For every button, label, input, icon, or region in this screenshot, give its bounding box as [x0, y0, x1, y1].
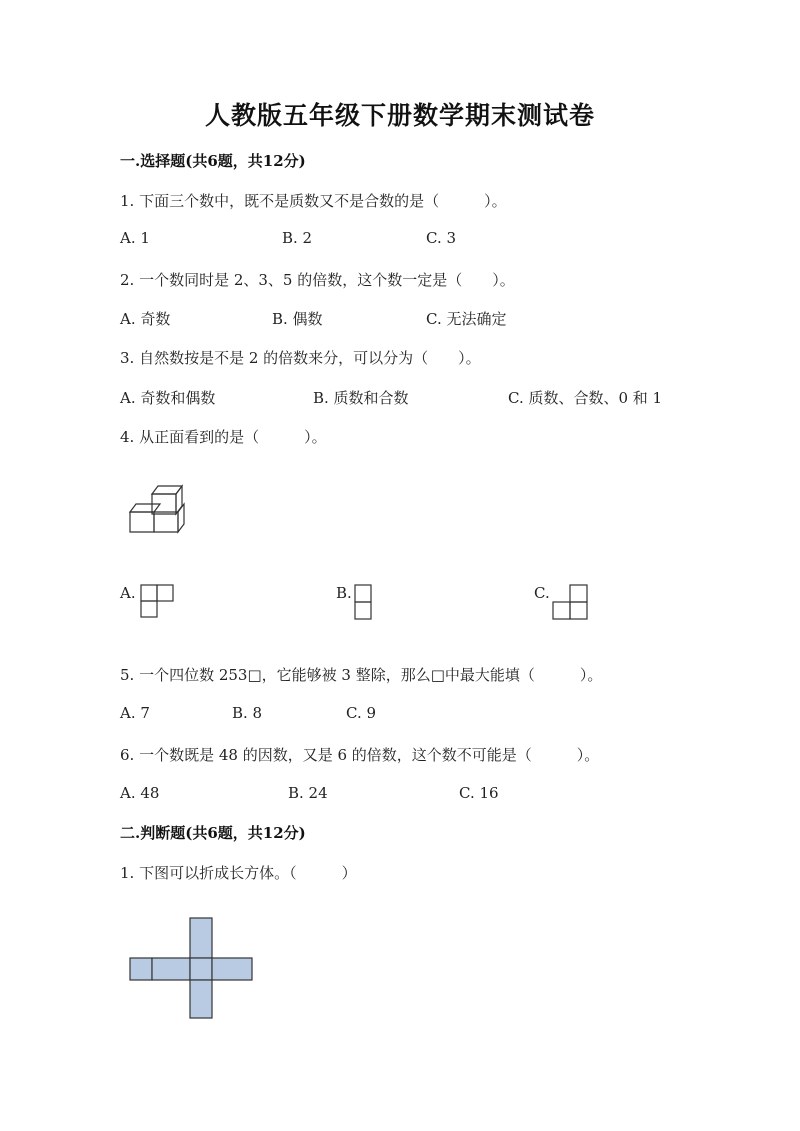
- option-2b: B. 偶数: [272, 310, 323, 328]
- question-2-1: 1. 下图可以折成长方体。（ ）: [120, 864, 357, 882]
- net-face-left-end: [130, 958, 152, 980]
- page-title: 人教版五年级下册数学期末测试卷: [204, 101, 595, 130]
- net-face-right: [212, 958, 252, 980]
- net-face-top: [190, 918, 212, 958]
- option-3b: B. 质数和合数: [313, 389, 409, 407]
- option-1a: A. 1: [120, 229, 150, 247]
- option-4a-figure: [140, 584, 176, 620]
- cuboid-net-figure: [128, 916, 256, 1022]
- option-4c-figure: [552, 584, 590, 622]
- option-5c: C. 9: [346, 704, 377, 722]
- net-face-left: [152, 958, 190, 980]
- option-5a: A. 7: [120, 704, 150, 722]
- section-heading-choice: 一.选择题(共6题，共12分): [120, 152, 306, 170]
- option-1c: C. 3: [426, 229, 457, 247]
- option-2a: A. 奇数: [120, 310, 171, 328]
- option-3c: C. 质数、合数、0 和 1: [508, 389, 663, 407]
- question-5: 5. 一个四位数 253□，它能够被 3 整除，那么□中最大能填（ ）。: [120, 666, 603, 684]
- option-6a: A. 48: [120, 784, 160, 802]
- cube-bottom-right: [154, 504, 184, 532]
- cube-stack-figure: [128, 482, 188, 534]
- option-2c: C. 无法确定: [426, 310, 507, 328]
- option-6b: B. 24: [288, 784, 328, 802]
- option-4b: B.: [336, 584, 352, 602]
- option-4a: A.: [120, 584, 136, 602]
- option-6c: C. 16: [459, 784, 499, 802]
- option-4c: C.: [534, 584, 550, 602]
- option-4b-figure: [354, 584, 374, 622]
- cube-top: [152, 486, 182, 514]
- net-face-center: [190, 958, 212, 980]
- option-1b: B. 2: [282, 229, 313, 247]
- option-3a: A. 奇数和偶数: [120, 389, 216, 407]
- question-1: 1. 下面三个数中，既不是质数又不是合数的是（ ）。: [120, 192, 507, 210]
- question-4: 4. 从正面看到的是（ ）。: [120, 428, 327, 446]
- section-heading-judgment: 二.判断题(共6题，共12分): [120, 824, 306, 842]
- net-face-bottom: [190, 980, 212, 1018]
- question-3: 3. 自然数按是不是 2 的倍数来分，可以分为（ ）。: [120, 349, 481, 367]
- question-2: 2. 一个数同时是 2、3、5 的倍数，这个数一定是（ ）。: [120, 271, 515, 289]
- option-5b: B. 8: [232, 704, 263, 722]
- question-6: 6. 一个数既是 48 的因数，又是 6 的倍数，这个数不可能是（ ）。: [120, 746, 600, 764]
- cube-bottom-left: [130, 504, 160, 532]
